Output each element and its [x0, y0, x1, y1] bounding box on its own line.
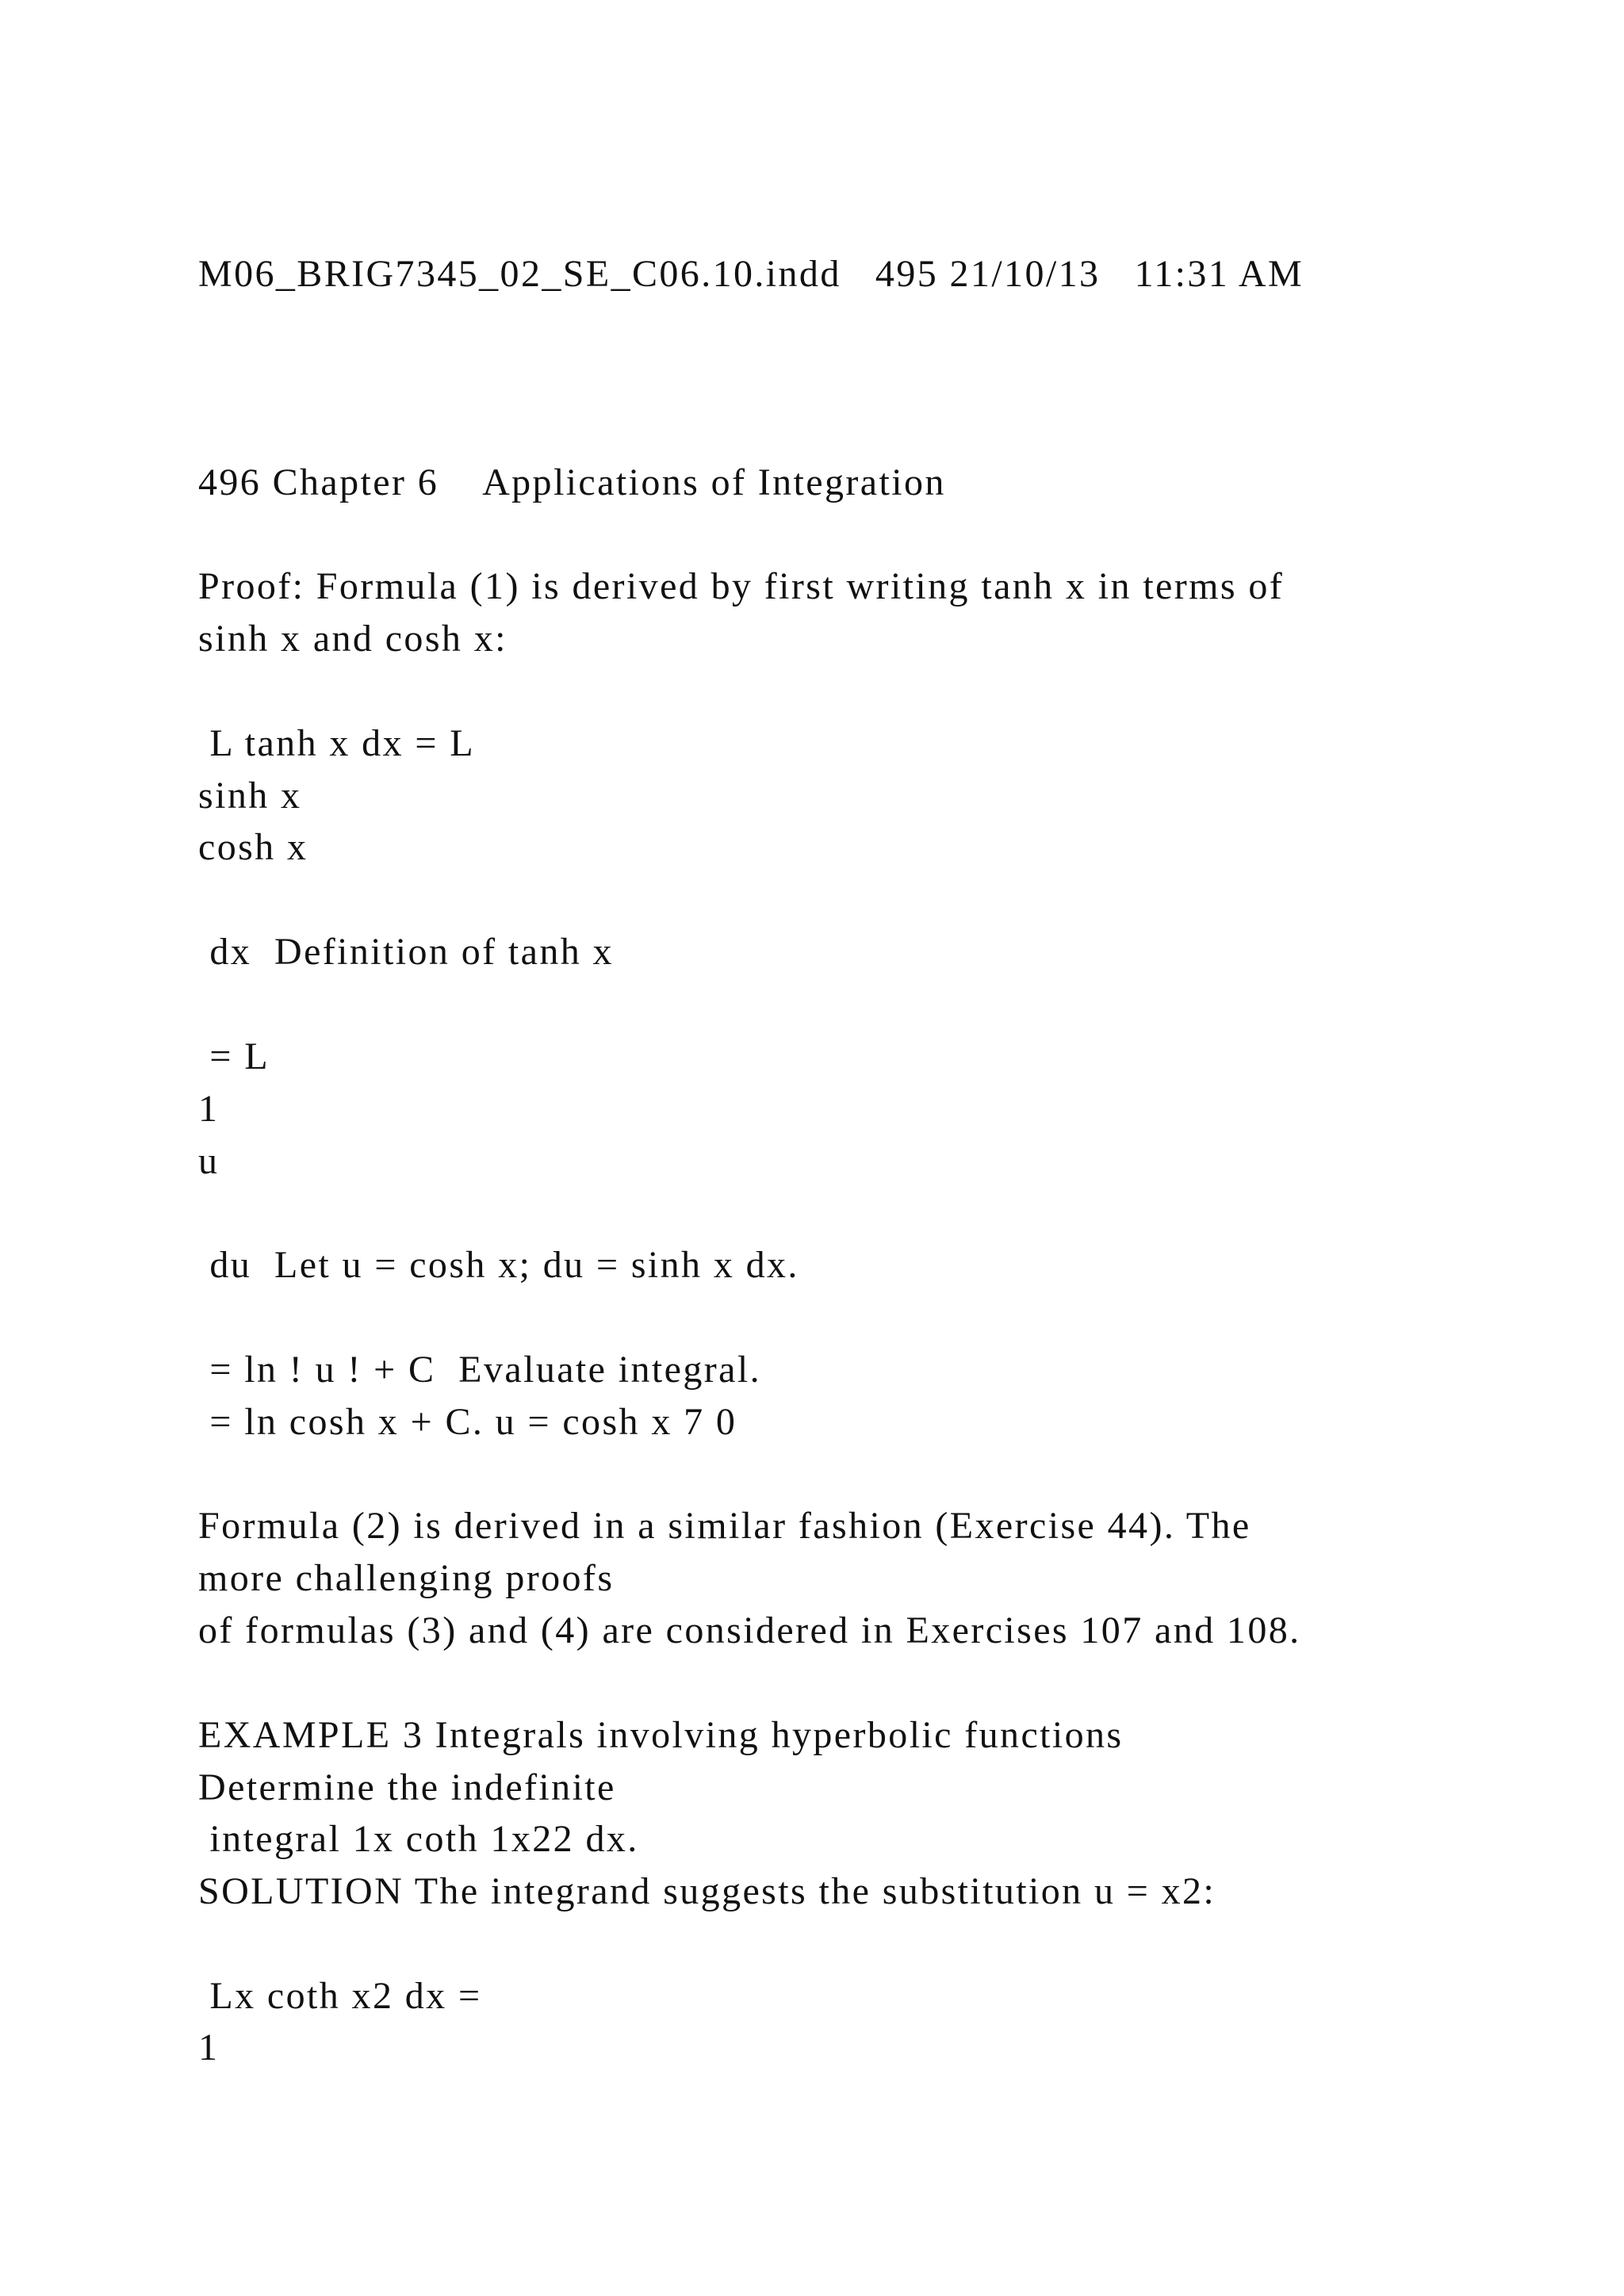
equation-line: cosh x — [198, 826, 308, 868]
equation-line: sinh x — [198, 775, 302, 817]
example-solution-line: SOLUTION The integrand suggests the substitution u = x2: — [198, 1870, 1216, 1912]
equation-line: Lx coth x2 dx = — [198, 1975, 482, 2017]
formula-note-line-1: Formula (2) is derived in a similar fashion (Exercise 44). The — [198, 1505, 1251, 1547]
formula-note-line-3: of formulas (3) and (4) are considered in Exercises 107 and 108. — [198, 1609, 1301, 1651]
formula-note-line-2: more challenging proofs — [198, 1557, 615, 1599]
proof-intro-line-2: sinh x and cosh x: — [198, 618, 508, 660]
equation-line: du Let u = cosh x; du = sinh x dx. — [198, 1244, 799, 1286]
example-prompt-line-1: Determine the indefinite — [198, 1766, 616, 1808]
equation-line: = L — [198, 1035, 270, 1077]
equation-line: = ln ! u ! + C Evaluate integral. — [198, 1349, 761, 1391]
proof-intro-line-1: Proof: Formula (1) is derived by first writing tanh x in terms of — [198, 565, 1285, 607]
page-heading: 496 Chapter 6 Applications of Integration — [198, 461, 946, 503]
equation-line: dx Definition of tanh x — [198, 931, 614, 973]
equation-line: 1 — [198, 2026, 220, 2068]
file-info-header: M06_BRIG7345_02_SE_C06.10.indd 495 21/10/13 11:31 AM — [198, 253, 1304, 295]
equation-line: 1 — [198, 1088, 220, 1130]
equation-line: = ln cosh x + C. u = cosh x 7 0 — [198, 1401, 737, 1443]
equation-line: L tanh x dx = L — [198, 722, 475, 764]
example-title: EXAMPLE 3 Integrals involving hyperbolic functions — [198, 1714, 1124, 1756]
equation-line: u — [198, 1140, 220, 1182]
example-prompt-line-2: integral 1x coth 1x22 dx. — [198, 1818, 639, 1860]
